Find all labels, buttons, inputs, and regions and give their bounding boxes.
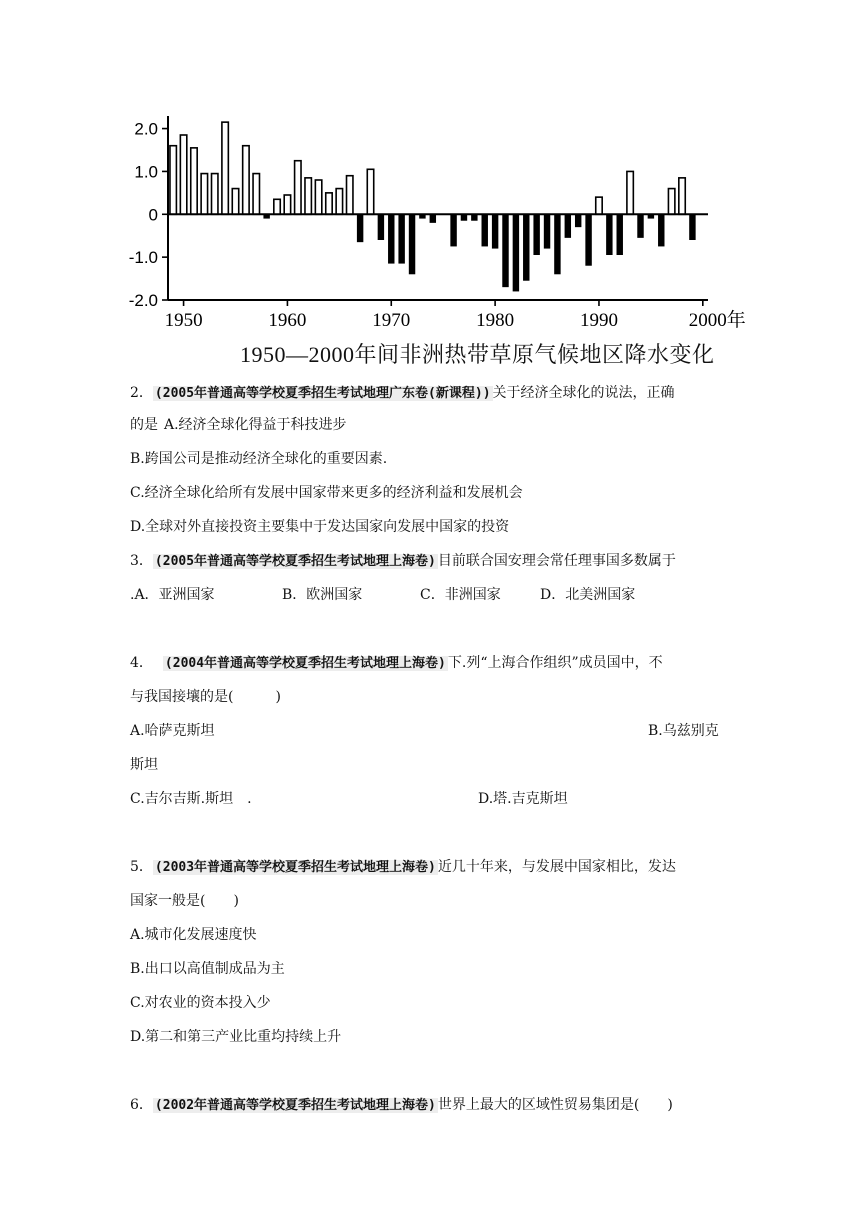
q6-number: 6． — [130, 1097, 153, 1113]
bar-1987 — [565, 214, 571, 238]
bar-1964 — [326, 193, 332, 214]
bar-1989 — [585, 214, 591, 265]
bar-1985 — [544, 214, 550, 248]
bar-1953 — [212, 174, 218, 215]
bar-1996 — [658, 214, 664, 246]
bar-1970 — [388, 214, 394, 263]
q4-option-b: B.乌兹别克 — [648, 723, 719, 739]
q2-stem-line-2 — [130, 415, 347, 435]
q3-option-a: .A．亚洲国家 — [130, 587, 215, 603]
q3-option-c: C．非洲国家 — [420, 587, 501, 603]
bar-1969 — [378, 214, 384, 240]
q2-stem-line — [130, 383, 675, 404]
bar-1968 — [367, 169, 373, 214]
bar-1957 — [253, 174, 259, 215]
bar-1952 — [201, 174, 207, 215]
bar-1991 — [606, 214, 612, 255]
bar-1992 — [617, 214, 623, 255]
bar-1982 — [513, 214, 519, 291]
q4-option-c: C.吉尔吉斯.斯坦 . — [130, 791, 252, 807]
x-tick-label: 2000年 — [688, 310, 746, 331]
y-tick-label: -1.0 — [128, 248, 158, 268]
bar-1999 — [689, 214, 695, 240]
q2-stem: 关于经济全球化的说法，正确 — [492, 385, 675, 401]
q5-option-d: D.第二和第三产业比重均持续上升 — [130, 1029, 342, 1045]
q5-stem-line — [130, 857, 676, 878]
q6-stem: 世界上最大的区域性贸易集团是( ) — [437, 1097, 673, 1113]
q4-stem-line — [130, 653, 663, 674]
bar-1976 — [450, 214, 456, 246]
bar-1981 — [502, 214, 508, 287]
bar-1950 — [180, 135, 186, 214]
bar-1997 — [668, 189, 674, 215]
y-tick-label: -2.0 — [128, 291, 158, 310]
q5-number: 5． — [130, 859, 153, 875]
bar-1998 — [679, 178, 685, 214]
bar-1955 — [232, 189, 238, 215]
q4-stem-2: 与我国接壤的是( ) — [130, 689, 281, 705]
y-tick-label: 2.0 — [134, 119, 158, 139]
bar-1960 — [284, 195, 290, 214]
q2-stem-2: 的是 — [130, 417, 158, 433]
bar-1986 — [554, 214, 560, 274]
x-tick-label: 1980 — [476, 310, 515, 331]
bar-1983 — [523, 214, 529, 280]
q4-stem: 下.列“上海合作组织”成员国中，不 — [447, 655, 663, 671]
bar-1984 — [533, 214, 539, 255]
bar-1951 — [191, 148, 197, 214]
x-tick-label: 1970 — [372, 310, 411, 331]
q2-option-c: C.经济全球化给所有发展中国家带来更多的经济利益和发展机会 — [130, 485, 523, 501]
bar-1979 — [482, 214, 488, 246]
q4-option-d: D.塔.吉克斯坦 — [478, 791, 568, 807]
chart-caption: 1950—2000年间非洲热带草原气候地区降水变化 — [240, 342, 715, 367]
q3-stem-line — [130, 551, 676, 572]
bar-1959 — [274, 199, 280, 214]
precipitation-bar-chart — [0, 0, 860, 340]
q4-option-a: A.哈萨克斯坦 — [130, 723, 215, 739]
q5-stem: 近几十年来，与发展中国家相比，发达 — [437, 859, 676, 875]
bar-1990 — [596, 197, 602, 214]
q4-option-b-cont: 斯坦 — [130, 757, 158, 773]
bar-1954 — [222, 122, 228, 214]
q5-stem-2: 国家一般是( ) — [130, 893, 239, 909]
bar-1967 — [357, 214, 363, 242]
q5-option-a: A.城市化发展速度快 — [130, 927, 257, 943]
q6-stem-line — [130, 1095, 673, 1116]
x-tick-label: 1990 — [579, 310, 618, 331]
q3-option-b: B．欧洲国家 — [282, 587, 363, 603]
bar-1994 — [637, 214, 643, 238]
y-tick-label: 0 — [148, 205, 158, 225]
bar-1971 — [398, 214, 404, 263]
q5-option-b: B.出口以高值制成品为主 — [130, 961, 285, 977]
q2-option-b: B.跨国公司是推动经济全球化的重要因素. — [130, 451, 388, 467]
y-tick-label: 1.0 — [134, 162, 158, 182]
q4-source: (2004年普通高等学校夏季招生考试地理上海卷) — [164, 656, 446, 671]
q6-source: (2002年普通高等学校夏季招生考试地理上海卷) — [154, 1098, 436, 1113]
q3-option-d: D．北美洲国家 — [540, 587, 636, 603]
chart-bars — [170, 122, 696, 291]
bar-1980 — [492, 214, 498, 248]
bar-1966 — [347, 176, 353, 215]
q2-option-d: D.全球对外直接投资主要集中于发达国家向发展中国家的投资 — [130, 519, 510, 535]
bar-1988 — [575, 214, 581, 227]
bar-1956 — [243, 146, 249, 215]
q5-option-c: C.对农业的资本投入少 — [130, 995, 271, 1011]
q3-number: 3． — [130, 553, 153, 569]
bar-1949 — [170, 146, 176, 215]
q5-source: (2003年普通高等学校夏季招生考试地理上海卷) — [154, 860, 436, 875]
x-tick-label: 1950 — [164, 310, 203, 331]
q2-source: (2005年普通高等学校夏季招生考试地理广东卷(新课程)) — [154, 386, 491, 401]
q3-stem: 目前联合国安理会常任理事国多数属于 — [437, 553, 676, 569]
bar-1961 — [295, 161, 301, 215]
bar-1974 — [430, 214, 436, 223]
q3-source: (2005年普通高等学校夏季招生考试地理上海卷) — [154, 554, 436, 569]
x-tick-label: 1960 — [268, 310, 307, 331]
q2-option-a: A.经济全球化得益于科技进步 — [164, 417, 347, 433]
bar-1972 — [409, 214, 415, 274]
bar-1962 — [305, 178, 311, 214]
bar-1963 — [315, 180, 321, 214]
bar-1993 — [627, 171, 633, 214]
q4-number: 4． — [130, 655, 153, 671]
bar-1965 — [336, 189, 342, 215]
q2-number: 2． — [130, 385, 153, 401]
